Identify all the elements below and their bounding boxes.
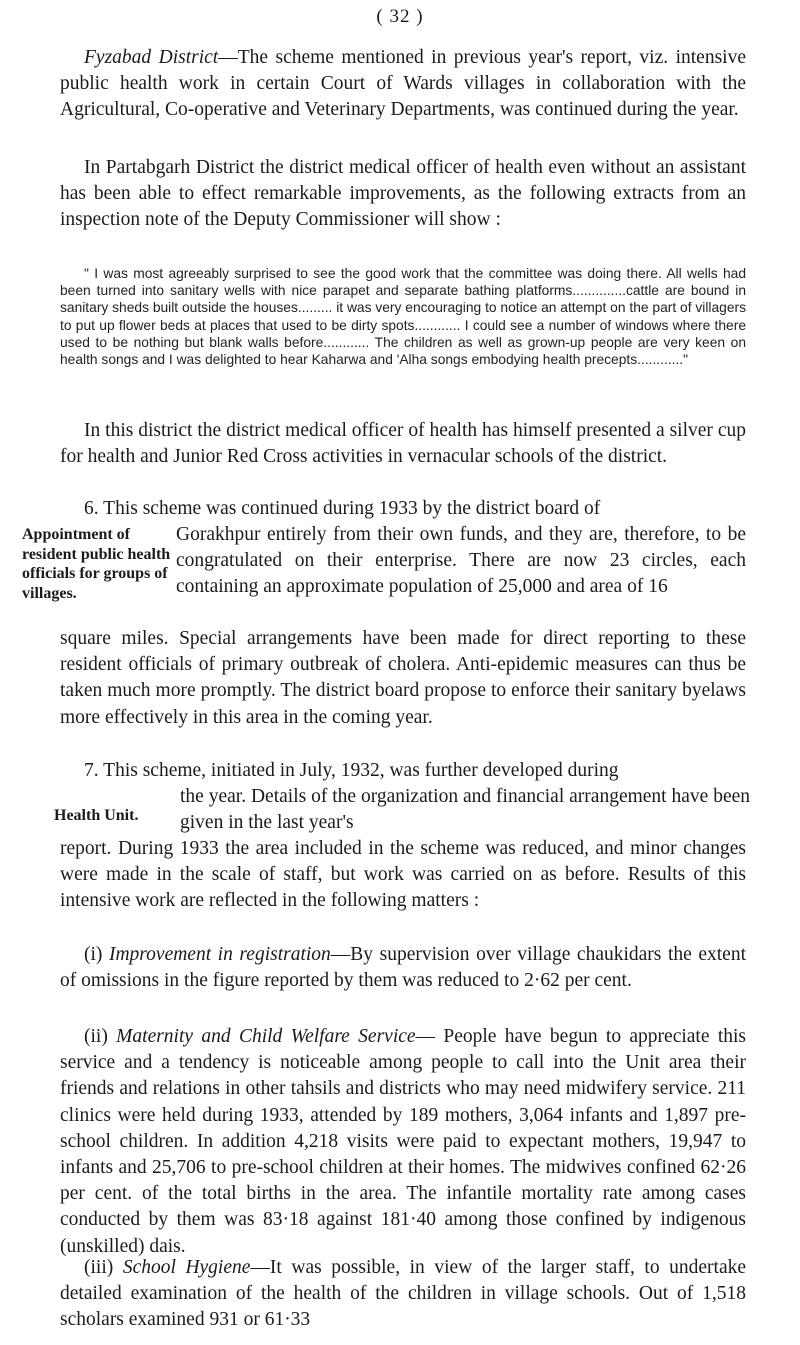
- section-6-number: 6.: [84, 498, 99, 519]
- item-text: —It was possible, in view of the larger staff, to undertake detailed examination of the health of the children in village schools. Out of 1,518 scholars examined 931 or 61·33: [60, 1257, 747, 1331]
- item-school-hygiene: [60, 1255, 746, 1334]
- page-number: ( 32 ): [376, 6, 424, 27]
- section-7-margin-note: Health Unit.: [54, 807, 139, 824]
- item-title: Improvement in registration: [108, 944, 331, 965]
- section-6-lead-text: This scheme was continued during 1933 by the district board of: [103, 498, 601, 519]
- paragraph-partabgarh: In Partabgarh District the district medical officer of health even without an assistant has been able to effect remarkable improvements, as the following extracts from an inspection note of the Deputy Commissioner will show :: [60, 157, 746, 231]
- paragraph-fyzabad: [60, 45, 746, 124]
- section-6-continuation: square miles. Special arrangements have been made for direct reporting to these resident officials of primary outbreak of cholera. Anti-epidemic measures can thus be taken much more promptly. The district board propose to enforce their sanitary byelaws more effectively in this area in the coming year.: [60, 628, 746, 728]
- item-text: — People have begun to appreciate this service and a tendency is noticeable among people to call into the Unit area their friends and relations in other tahsils and districts who may need midwifery service. 211 clinics were held during 1933, attended by 189 mothers, 3,064 infants and 1,897 pre-school children. In addition 4,218 visits were paid to expectant mothers, 19,947 to infants and 25,706 to pre-school children at their homes. The midwives confined 62·26 per cent. of the total births in the area. The infantile mortality rate among cases conducted by them was 83·18 against 181·40 among those confined by indigenous (unskilled) dais.: [60, 1026, 746, 1257]
- section-7-number: 7.: [84, 760, 99, 781]
- item-title: Maternity and Child Welfare Service: [116, 1026, 416, 1047]
- inspection-quote: " I was most agreeably surprised to see the good work that the committee was doing there. All wells had been turned into sanitary wells with nice parapet and separate bathing platforms..............cattle are bound in sanitary sheds built outside the houses......... it was very encouraging to notice an attempt on the part of villagers to put up flower beds at places that used to be dirty spots............ I could see a number of windows where there used to be nothing but blank walls before............ The children as well as grown-up people are very keen on health songs and I was delighted to hear Kaharwa and 'Alha songs embodying health precepts............": [60, 266, 746, 368]
- section-6-right-column: Gorakhpur entirely from their own funds, and they are, therefore, to be congratulated on their enterprise. There are now 23 circles, each containing an approximate population of 25,000 and area of 16: [176, 524, 746, 598]
- item-maternity: [60, 1024, 746, 1260]
- item-number: (iii): [84, 1257, 114, 1278]
- item-number: (ii): [84, 1026, 108, 1047]
- section-6-margin-note: Appointment of resident public health officials for groups of villages.: [22, 526, 171, 602]
- section-7-lead-text: This scheme, initiated in July, 1932, was further developed during: [103, 760, 619, 781]
- fyzabad-text: —The scheme mentioned in previous year's report, viz. intensive public health work in certain Court of Wards villages in collaboration with the Agricultural, Co-operative and Veterinary Departments, was continued during the year.: [60, 47, 746, 121]
- paragraph-silver-cup: In this district the district medical officer of health has himself presented a silver cup for health and Junior Red Cross activities in vernacular schools of the district.: [60, 420, 746, 468]
- section-7-right-column: the year. Details of the organization and financial arrangement have been given in the last year's: [180, 786, 750, 834]
- fyzabad-heading: Fyzabad District: [84, 47, 219, 68]
- item-title: School Hygiene: [122, 1257, 251, 1278]
- section-6-lead: [60, 496, 746, 522]
- section-7-lead: [60, 758, 746, 784]
- item-number: (i): [84, 944, 103, 965]
- section-7-continuation: report. During 1933 the area included in the scheme was reduced, and minor changes were made in the scale of staff, but work was carried on as before. Results of this intensive work are reflected in the following matters :: [60, 838, 746, 912]
- item-text: —By supervision over village chaukidars the extent of omissions in the figure reported by them was reduced to 2·62 per cent.: [60, 944, 746, 992]
- item-registration: [60, 942, 746, 994]
